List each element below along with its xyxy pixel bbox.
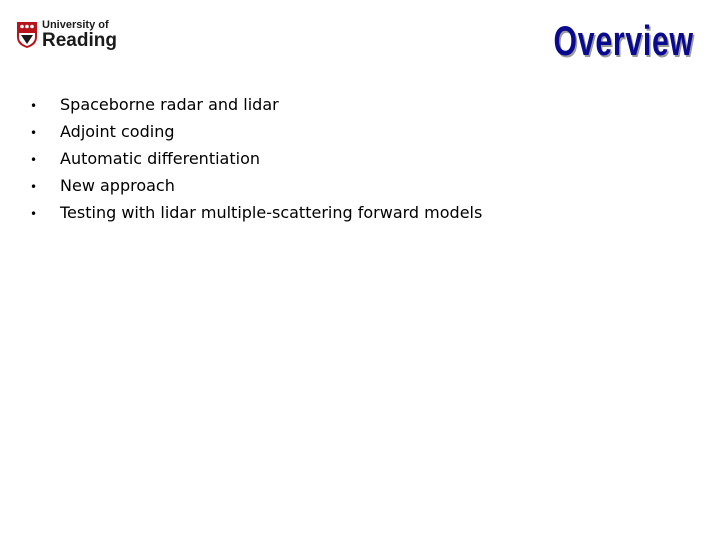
bullet-icon: • xyxy=(30,99,38,113)
bullet-icon: • xyxy=(30,153,38,167)
list-item xyxy=(30,92,482,119)
list-item xyxy=(30,173,482,200)
list-item xyxy=(30,200,482,227)
logo-line1: University of xyxy=(42,19,109,31)
list-item-text: Adjoint coding xyxy=(60,122,175,141)
bullet-list xyxy=(30,92,482,227)
page-title: Overview xyxy=(553,17,694,64)
logo-line2: Reading xyxy=(42,30,117,51)
bullet-icon: • xyxy=(30,207,38,221)
list-item-text: Testing with lidar multiple-scattering forward models xyxy=(60,203,483,222)
bullet-icon: • xyxy=(30,180,38,194)
list-item-text: Automatic differentiation xyxy=(60,149,260,168)
university-logo xyxy=(16,20,117,50)
list-item xyxy=(30,146,482,173)
bullet-icon: • xyxy=(30,126,38,140)
logo-text xyxy=(42,20,117,50)
list-item-text: New approach xyxy=(60,176,175,195)
crest-icon xyxy=(16,21,38,49)
list-item xyxy=(30,119,482,146)
list-item-text: Spaceborne radar and lidar xyxy=(60,95,279,114)
